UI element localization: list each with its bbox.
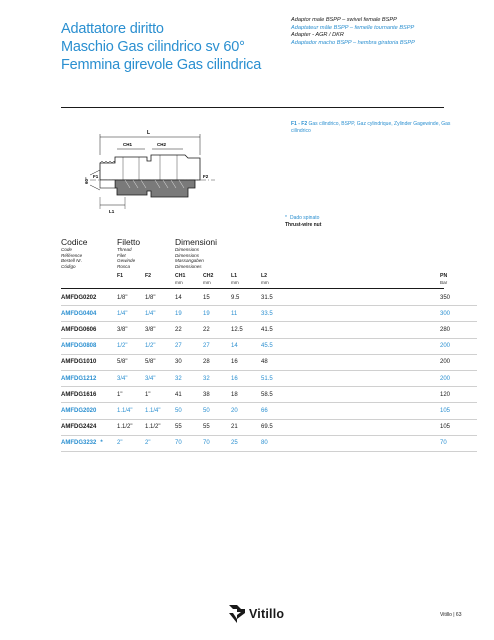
cell-pn-text: 350 — [440, 294, 451, 301]
header-filetto-sub: Filet — [117, 252, 126, 258]
cell-l1-text: 11 — [231, 310, 238, 317]
cell-f2-text: 1/4" — [145, 310, 156, 317]
col-L1: L1 — [231, 273, 238, 279]
header-filetto-main: Filetto — [117, 237, 141, 247]
cell-pn-text: 120 — [440, 391, 451, 398]
cell-pn — [440, 387, 477, 403]
cell-ch1 — [175, 370, 203, 386]
cell-l1-text: 16 — [231, 359, 238, 366]
cell-l2 — [261, 338, 440, 354]
cell-code — [61, 403, 117, 419]
cell-f2 — [145, 419, 175, 435]
cell-l1 — [231, 370, 261, 386]
cell-f2 — [145, 354, 175, 370]
cell-l1-text: 16 — [231, 375, 238, 382]
label-F1: F1 — [93, 174, 99, 179]
header-codice — [61, 238, 87, 270]
cell-ch1 — [175, 290, 203, 306]
table-top-rule — [61, 288, 444, 289]
cell-code-text: AMFDG2424 — [61, 424, 97, 431]
cell-ch2-text: 50 — [203, 407, 210, 414]
cell-pn-text: 105 — [440, 407, 451, 414]
cell-l2-text: 80 — [261, 440, 268, 447]
cell-pn-text: 200 — [440, 343, 451, 350]
table-row — [61, 290, 477, 306]
cell-code — [61, 419, 117, 435]
col-PN: PN — [440, 273, 448, 279]
cell-ch2-text: 27 — [203, 343, 210, 350]
cell-f2-text: 1/2" — [145, 343, 156, 350]
cell-pn-text: 200 — [440, 359, 451, 366]
table-row — [61, 354, 477, 370]
cell-l2-text: 58.5 — [261, 391, 273, 398]
cell-code-text: AMFDG1616 — [61, 391, 97, 398]
brand-name: Vitillo — [249, 607, 285, 621]
col-CH2: CH2 — [203, 273, 214, 279]
cell-l1-text: 20 — [231, 407, 238, 414]
cell-l2 — [261, 322, 440, 338]
cell-f1 — [117, 322, 145, 338]
cell-f1 — [117, 419, 145, 435]
cell-ch2-text: 55 — [203, 424, 210, 431]
cell-ch1 — [175, 435, 203, 451]
cell-ch2 — [203, 435, 231, 451]
cell-f2 — [145, 338, 175, 354]
thread-note-key: F1 - F2 — [291, 121, 308, 127]
title-line-2: Maschio Gas cilindrico sv 60° — [61, 39, 245, 55]
cell-ch2-text: 38 — [203, 391, 210, 398]
title-translations — [291, 17, 481, 47]
cell-ch2 — [203, 306, 231, 322]
vitillo-logo-icon — [227, 603, 247, 625]
table-row — [61, 338, 477, 354]
column-header-row — [61, 271, 477, 288]
cell-l1 — [231, 338, 261, 354]
cell-code-text: AMFDG2020 — [61, 407, 97, 414]
cell-f2 — [145, 322, 175, 338]
title-line-1: Adattatore diritto — [61, 21, 164, 37]
cell-f1 — [117, 306, 145, 322]
cell-pn-text: 280 — [440, 326, 451, 333]
cell-l2-text: 69.5 — [261, 424, 273, 431]
cell-l1 — [231, 354, 261, 370]
header-filetto — [117, 238, 140, 270]
cell-ch1-text: 41 — [175, 391, 182, 398]
cell-ch1-text: 27 — [175, 343, 182, 350]
header-dimensioni-sub: Dimensions — [175, 252, 199, 258]
spinner-mark: * — [285, 215, 287, 221]
cell-f1-text: 1.1/2" — [117, 424, 133, 431]
cell-code — [61, 370, 117, 386]
cell-pn — [440, 306, 477, 322]
cell-f1-text: 1.1/4" — [117, 407, 133, 414]
cell-f1 — [117, 290, 145, 306]
cell-l1 — [231, 435, 261, 451]
col-L1-unit: mm — [231, 280, 239, 285]
cell-pn — [440, 354, 477, 370]
spinner-mark: * — [100, 440, 103, 447]
cell-f2-text: 1.1/4" — [145, 407, 161, 414]
translation-fr: Adaptateur mâle BSPP – femelle tournante BSPP — [291, 24, 415, 31]
cell-f2-text: 1.1/2" — [145, 424, 161, 431]
table-row — [61, 370, 477, 386]
cell-l1-text: 14 — [231, 343, 238, 350]
cell-pn-text: 70 — [440, 440, 447, 447]
cell-f2-text: 1/8" — [145, 294, 156, 301]
cell-ch1-text: 30 — [175, 359, 182, 366]
cell-l1-text: 21 — [231, 424, 238, 431]
cell-l2-text: 51.5 — [261, 375, 273, 382]
page-footer: Vitillo | 63 — [440, 612, 462, 618]
label-L1: L1 — [109, 209, 115, 214]
header-codice-sub: Código — [61, 264, 76, 270]
table-row — [61, 419, 477, 435]
cell-l2-text: 41.5 — [261, 326, 273, 333]
cell-f2 — [145, 290, 175, 306]
title-line-3: Femmina girevole Gas cilindrica — [61, 57, 262, 73]
cell-ch2-text: 70 — [203, 440, 210, 447]
cell-f1-text: 1" — [117, 391, 123, 398]
cell-ch2-text: 32 — [203, 375, 210, 382]
cell-l1 — [231, 290, 261, 306]
cell-l1 — [231, 403, 261, 419]
cell-l2 — [261, 387, 440, 403]
table-row — [61, 322, 477, 338]
cell-f2 — [145, 306, 175, 322]
table-row — [61, 403, 477, 419]
label-angle: 60° — [84, 177, 89, 184]
cell-l2-text: 45.5 — [261, 343, 273, 350]
thread-note — [291, 121, 471, 134]
cell-l2 — [261, 354, 440, 370]
header-dimensioni-main: Dimensioni — [175, 237, 218, 247]
cell-l1-text: 18 — [231, 391, 238, 398]
cell-code — [61, 338, 117, 354]
cell-l2 — [261, 435, 440, 451]
cell-f1 — [117, 338, 145, 354]
cell-l1 — [231, 387, 261, 403]
cell-f2 — [145, 387, 175, 403]
cell-pn — [440, 403, 477, 419]
cell-ch2-text: 22 — [203, 326, 210, 333]
cell-f1-text: 1/2" — [117, 343, 128, 350]
cell-code-text: AMFDG0404 — [61, 310, 97, 317]
label-CH1: CH1 — [123, 142, 133, 147]
col-F1: F1 — [117, 273, 124, 279]
cell-f2-text: 3/4" — [145, 375, 156, 382]
col-CH1: CH1 — [175, 273, 186, 279]
cell-l2 — [261, 290, 440, 306]
page-title — [61, 20, 291, 74]
cell-f2-text: 3/8" — [145, 326, 156, 333]
table-row — [61, 387, 477, 403]
cell-ch1-text: 32 — [175, 375, 182, 382]
col-PN-unit: Bar — [440, 280, 448, 285]
cell-ch1 — [175, 322, 203, 338]
cell-ch2-text: 19 — [203, 310, 210, 317]
col-L2: L2 — [261, 273, 268, 279]
cell-ch1 — [175, 306, 203, 322]
cell-ch1-text: 22 — [175, 326, 182, 333]
cell-pn — [440, 435, 477, 451]
cell-l1 — [231, 306, 261, 322]
cell-code-text: AMFDG0606 — [61, 326, 97, 333]
cell-f1 — [117, 387, 145, 403]
cell-f1-text: 1/4" — [117, 310, 128, 317]
product-table — [61, 290, 477, 452]
cell-code — [61, 435, 117, 451]
col-F2: F2 — [145, 273, 152, 279]
cell-f2 — [145, 403, 175, 419]
header-dimensioni-sub: Massangaben — [175, 258, 204, 264]
cell-l2 — [261, 403, 440, 419]
cell-pn-text: 105 — [440, 424, 451, 431]
cell-ch2 — [203, 354, 231, 370]
col-CH1-unit: mm — [175, 280, 183, 285]
spinner-it: Dado spinato — [289, 215, 320, 221]
cell-ch2-text: 15 — [203, 294, 210, 301]
cell-f1-text: 3/8" — [117, 326, 128, 333]
cell-pn — [440, 419, 477, 435]
cell-ch1 — [175, 419, 203, 435]
label-L: L — [147, 130, 151, 136]
cell-pn — [440, 290, 477, 306]
cell-ch1 — [175, 338, 203, 354]
table-row — [61, 306, 477, 322]
cell-f2-text: 2" — [145, 440, 151, 447]
cell-code-text: AMFDG3232 — [61, 440, 97, 447]
fitting-drawing — [55, 125, 245, 225]
cell-code — [61, 306, 117, 322]
cell-ch1 — [175, 387, 203, 403]
cell-code — [61, 387, 117, 403]
cell-f1-text: 3/4" — [117, 375, 128, 382]
cell-f1 — [117, 435, 145, 451]
cell-code-text: AMFDG1010 — [61, 359, 97, 366]
header-dimensioni-sub: Dimensions — [175, 247, 199, 252]
cell-l2 — [261, 306, 440, 322]
header-dimensioni — [175, 238, 217, 270]
cell-ch2-text: 28 — [203, 359, 210, 366]
cell-l2-text: 31.5 — [261, 294, 273, 301]
header-codice-main: Codice — [61, 237, 88, 247]
table-row — [61, 435, 477, 451]
spinner-en: Thrust-wire nut — [285, 221, 322, 228]
cell-ch1-text: 55 — [175, 424, 182, 431]
cell-code — [61, 322, 117, 338]
cell-ch1-text: 70 — [175, 440, 182, 447]
cell-f2-text: 5/8" — [145, 359, 156, 366]
cell-l2 — [261, 370, 440, 386]
cell-pn — [440, 322, 477, 338]
header-divider — [61, 107, 444, 108]
cell-code — [61, 354, 117, 370]
cell-ch2 — [203, 387, 231, 403]
cell-l1-text: 9.5 — [231, 294, 240, 301]
cell-f1 — [117, 370, 145, 386]
cell-pn-text: 200 — [440, 375, 451, 382]
header-codice-sub: Bestell Nr. — [61, 258, 83, 264]
cell-code — [61, 290, 117, 306]
cell-code-text: AMFDG0202 — [61, 294, 97, 301]
cell-ch2 — [203, 290, 231, 306]
label-F2: F2 — [203, 174, 209, 179]
cell-ch1-text: 19 — [175, 310, 182, 317]
cell-f1-text: 1/8" — [117, 294, 128, 301]
cell-ch2 — [203, 322, 231, 338]
cell-l2-text: 33.5 — [261, 310, 273, 317]
cell-pn — [440, 370, 477, 386]
cell-ch2 — [203, 370, 231, 386]
cell-l1-text: 25 — [231, 440, 238, 447]
header-dimensioni-sub: Dimensiones — [175, 264, 202, 270]
col-CH2-unit: mm — [203, 280, 211, 285]
thread-note-text: Gas cilindrico, BSPP, Gaz cylindrique, Zylinder Gagewinde, Gas cilíndrico — [291, 121, 451, 134]
cell-f2 — [145, 435, 175, 451]
cell-l2-text: 48 — [261, 359, 268, 366]
cell-code-text: AMFDG1212 — [61, 375, 97, 382]
cell-ch2 — [203, 403, 231, 419]
cell-ch2 — [203, 338, 231, 354]
spinner-note — [285, 215, 321, 228]
header-filetto-sub: Rosca — [117, 264, 131, 270]
translation-es: Adaptador macho BSPP – hembra giratoria BSPP — [291, 39, 415, 46]
header-filetto-sub: Thread — [117, 247, 132, 252]
cell-pn-text: 300 — [440, 310, 451, 317]
cell-f1 — [117, 354, 145, 370]
cell-l1 — [231, 322, 261, 338]
header-codice-sub: Référence — [61, 252, 83, 258]
cell-l2 — [261, 419, 440, 435]
label-CH2: CH2 — [157, 142, 167, 147]
cell-l1 — [231, 419, 261, 435]
cell-pn — [440, 338, 477, 354]
cell-f1 — [117, 403, 145, 419]
translation-de: Adapter - AGR / DKR — [291, 32, 344, 39]
header-filetto-sub: Gewinde — [117, 258, 136, 264]
cell-f2 — [145, 370, 175, 386]
col-L2-unit: mm — [261, 280, 269, 285]
cell-ch1 — [175, 403, 203, 419]
cell-ch1-text: 14 — [175, 294, 182, 301]
cell-ch2 — [203, 419, 231, 435]
cell-l1-text: 12.5 — [231, 326, 243, 333]
cell-ch1-text: 50 — [175, 407, 182, 414]
translation-en: Adaptor male BSPP – swivel female BSPP — [291, 17, 397, 23]
cell-code-text: AMFDG0808 — [61, 343, 97, 350]
header-codice-sub: Code — [61, 247, 72, 252]
cell-f1-text: 5/8" — [117, 359, 128, 366]
cell-l2-text: 66 — [261, 407, 268, 414]
cell-f1-text: 2" — [117, 440, 123, 447]
cell-f2-text: 1" — [145, 391, 151, 398]
cell-ch1 — [175, 354, 203, 370]
